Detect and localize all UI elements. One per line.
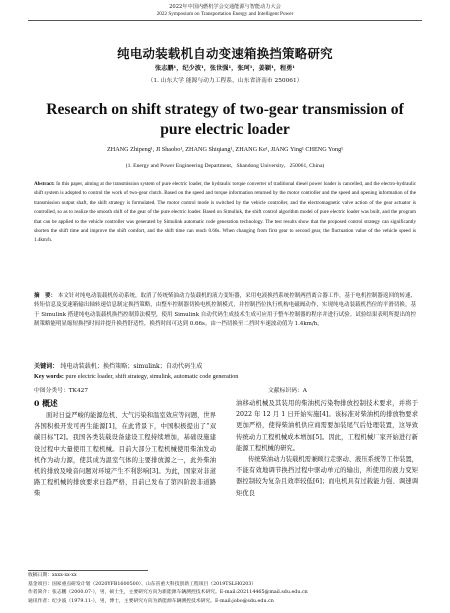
keywords-cn-label: 关键词： (34, 363, 59, 370)
keywords-en (34, 373, 416, 382)
keywords-cn-text: 纯电动装载机；换挡策略；simulink；自动代码生成 (60, 363, 203, 370)
body-paragraph: 传统柴油动力装载机需兼顾行走驱动、液压系统等工作装置，不能有效地调节换挡过程中驱动单元的输出，所使用的液力变矩器控制较为复杂且效率较低[6]；而电机具有过载能力强、调速调矩优良 (236, 456, 419, 497)
footnote-author: 作者简介：张志鹏（2000.07-），男，硕士生，主要研究方向为新能源车辆测控技术研究。E-mail:202114465@mail.sdu.edu.cn (28, 590, 308, 596)
affiliation-en: (1. Energy and Power Engineering Department，Shandong University，250061, China) (125, 163, 325, 169)
author-list-cn: 张志鹏¹，纪少波¹，张世强¹，张珂¹，姜颖¹，程勇¹ (154, 65, 295, 72)
footnote-received: 收稿日期：xxxx-xx-xx (28, 573, 77, 578)
abstract-en-text: In this paper, aiming at the transmission system of pure electric loader, the hydraulic torque converter of traditional diesel power loader is cancelled, and the electro-hydraulic shift system is adopted to control the work of two-gear clutch. Based on the speed and torque information returned by the motor controller and the speed and opening information of the transmission output shaft, the shift strategy is formulated. The motor control mode is switched by the vehicle controller, and the electromagnetic valve action of the gear actuator is controlled, so as to realize the smooth shift of the gear of the pure electric loader. Based on Simulink, the shift control algorithm model of pure electric loader was built, and the program that can be applied to the vehicle controller was generated by Simulink automatic code generation technology. The test results show that the proposed control strategy can significantly shorten the shift time and improve the shift comfort, and the shift time can reach 0.66s. When changing from first gear to second gear, the fluctuation value of the vehicle speed is 1.4km/h. (34, 181, 416, 244)
abstract-en (34, 180, 416, 246)
footnote-corresponding: 通讯作者：纪少波（1979.11-），男，博士，主要研究方向为新能源车辆测控技术研究。E-mail:jobo@sdu.edu.cn (28, 598, 274, 604)
body-column-right (236, 398, 418, 499)
footnote-rule (28, 570, 148, 571)
conference-header-en: 2022 Symposium on Transportation Energy and Intelligent Power (156, 11, 294, 17)
paper-title-en-line2: pure electric loader (160, 121, 290, 138)
paper-title-en-line1: Research on shift strategy of two-gear transmission of (46, 101, 404, 118)
footnotes (28, 572, 422, 606)
header-rule (28, 20, 422, 21)
body-column-left: 面对日益严峻的能源危机、大气污染和温室效应等问题，世界各国积极开发可再生能源[1]，在此背景下，中国积极提出了“双碳目标”[2]。我国各类装载设备建设工程持续增加，基础设施建设过程中大量使用工程机械。目前大部分工程机械使用柴油发动机作为动力源，使其成为温室气体的主要排放源之一，此外柴油机的排放及噪音问题对环境产生不利影响[3]。为此，国家对非道路工程机械的排放要求日趋严格，目前已发布了第四阶段非道路柴 (34, 412, 217, 498)
document-code: 文献标识码：A (268, 388, 307, 394)
keywords-cn (34, 362, 416, 371)
clc-number: 中图分类号：TK427 (34, 388, 89, 394)
paper-title-cn: 纯电动装载机自动变速箱换挡策略研究 (117, 46, 333, 61)
section-heading: 0 概述 (34, 399, 58, 408)
footnote-fund: 基金项目：国家重点研发计划（2020YFB1600500）、山东省重大科技创新工程项目（2019TSLH0203） (28, 581, 257, 587)
keywords-en-text: pure electric loader, shift strategy, simulink, automatic code generation (65, 374, 239, 380)
affiliation-cn: （1. 山东大学 能源与动力工程系，山东省济南市 250061） (147, 78, 303, 84)
abstract-cn (34, 292, 416, 329)
author-list-en: ZHANG Zhipeng¹, JI Shaobo¹, ZHANG Shiqiang¹, ZHANG Ke¹, JIANG Ying¹ CHENG Yong¹ (106, 146, 344, 153)
keywords-en-label: Key words: (34, 374, 64, 380)
abstract-cn-text: 本文针对纯电动装载机传动系统，取消了传统柴油动力装载机的液力变矩器，采用电液换挡系统控制两挡离合器工作。基于电机控制器返回的转速、转矩信息及变速箱输出轴转速信息制定换挡策略，由整车控制器切换电机控制模式，并控制挡位执行机构电磁阀动作，实现纯电动装载机挡位的平滑切换。基于 Simulink 搭建纯电动装载机换挡控制算法模型，使用 Simulink 自动代码生成技术生成可应用于整车控制器的程序并进行试验。试验结果表明所提出的控制策略能明显缩短换挡时间并提升换挡舒适性，换挡时间可达到 0.66s。由一挡切换至二挡时车速波动值为 1.4km/h。 (34, 293, 416, 327)
conference-header-cn: 2022年中国内燃机学会交通能源与智能动力大会 (169, 4, 281, 10)
abstract-en-label: Abstract: (34, 181, 55, 187)
abstract-cn-label: 摘 要： (34, 293, 57, 299)
body-paragraph: 油移动机械及其装用的柴油机污染物排放控制技术要求，并将于 2022 年 12 月 1 日开始实施[4]。该标准对柴油机的排放物要求更加严格，使得柴油机供应商需要加装尾气后处理装置，这导致传统动力工程机械成本增加[5]。因此，工程机械厂家开始进行新能源工程机械的研究。 (236, 400, 418, 452)
